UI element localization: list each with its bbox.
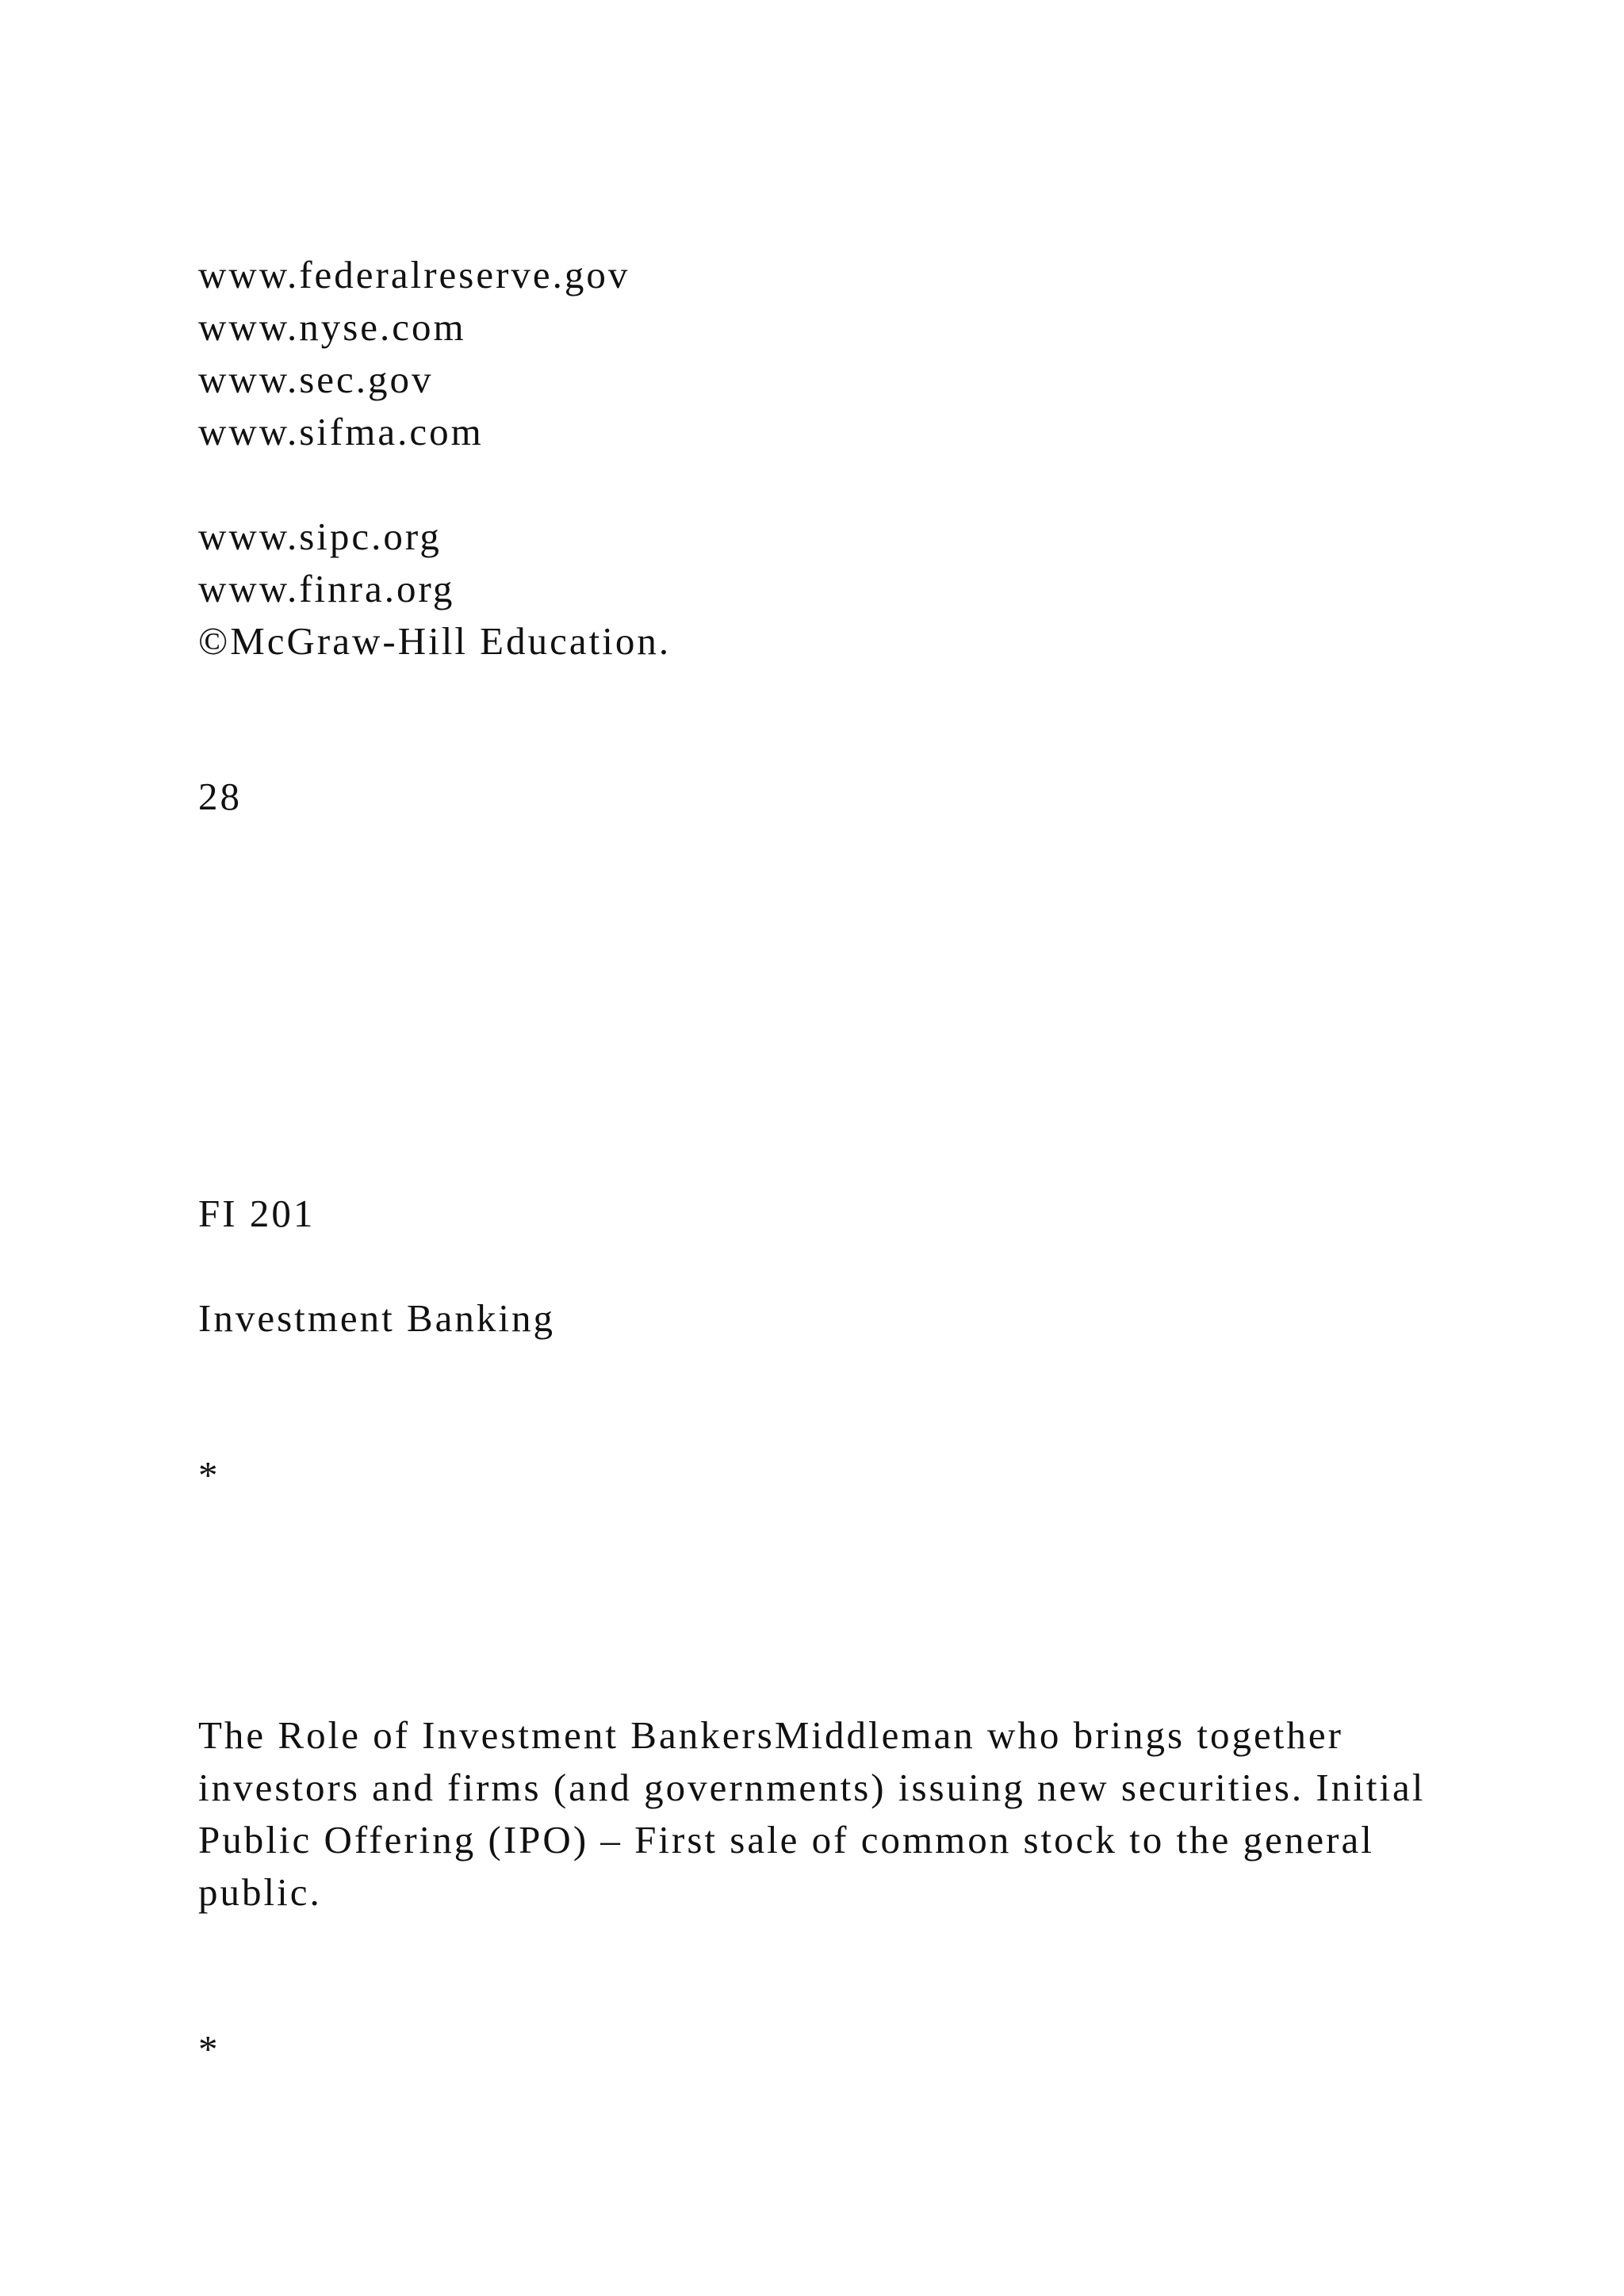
page-number: 28 (198, 775, 242, 818)
separator-asterisk: * (198, 2027, 220, 2071)
course-code: FI 201 (198, 1192, 316, 1235)
link-sec: www.sec.gov (198, 358, 434, 401)
separator-asterisk: * (198, 1453, 220, 1497)
slide-title: Investment Banking (198, 1296, 556, 1340)
body-paragraph: The Role of Investment BankersMiddleman who brings together investors and firms (and governments) issuing new securities. Initial Public Offering (IPO) – First sale of common stock to the general public. (198, 1713, 1426, 1914)
copyright-notice: ©McGraw-Hill Education. (198, 619, 672, 663)
link-sipc: www.sipc.org (198, 515, 442, 558)
link-sifma: www.sifma.com (198, 410, 484, 453)
link-nyse: www.nyse.com (198, 305, 466, 349)
link-federalreserve: www.federalreserve.gov (198, 253, 630, 297)
link-finra: www.finra.org (198, 567, 455, 610)
